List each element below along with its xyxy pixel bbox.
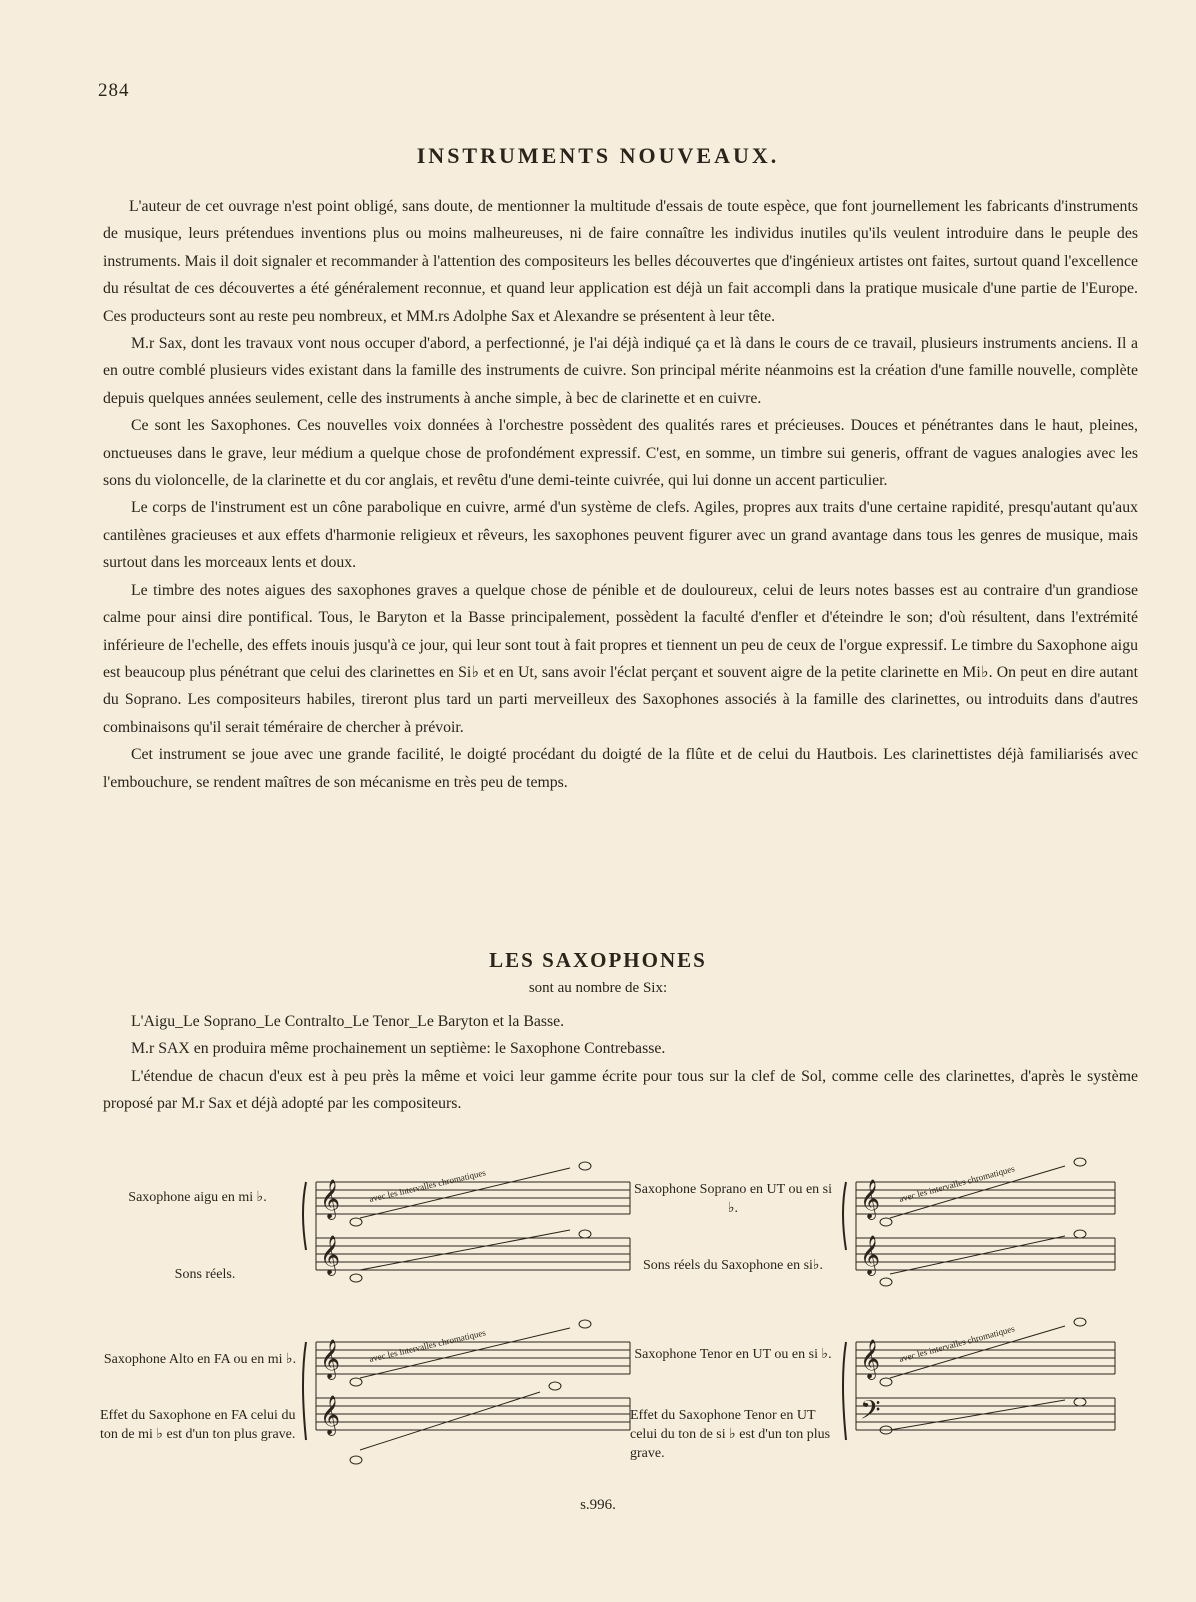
paragraph: M.r Sax, dont les travaux vont nous occuper d'abord, a perfectionné, je l'ai déjà indiqué ça et là dans le cours de ce travail, plusieurs instruments anciens. Il a en outre comblé plusieurs vides existant dans la famille des instruments de cuivre. Son principal mérite néanmoins est la création d'une famille nouvelle, complète depuis quelques années seulement, celle des instruments à anche simple, à bec de clarinette et en cuivre. — [103, 335, 1138, 407]
svg-text:𝄞: 𝄞 — [320, 1237, 341, 1274]
svg-text:𝄞: 𝄞 — [320, 1181, 341, 1218]
paragraph: Cet instrument se joue avec une grande facilité, le doigté procédant du doigté de la flûte et de celui du Hautbois. Les clarinettistes déjà familiarisés avec l'embouchure, se rendent maîtres de son mécanisme en très peu de temps. — [103, 746, 1138, 791]
plate-number: s.996. — [580, 1497, 616, 1513]
tenor-label: Saxophone Tenor en UT ou en si ♭. — [634, 1347, 832, 1362]
chromatic-note: avec les intervalles chromatiques — [368, 1327, 487, 1364]
staff-alto — [300, 1300, 660, 1480]
svg-text:𝄞: 𝄞 — [860, 1341, 881, 1378]
svg-text:𝄞: 𝄞 — [860, 1181, 881, 1218]
chromatic-note: avec les intervalles chromatiques — [368, 1167, 487, 1204]
aigu-real-label: Sons réels. — [174, 1267, 236, 1282]
paragraph: L'auteur de cet ouvrage n'est point obligé, sans doute, de mentionner la multitude d'essais de toute espèce, que font journellement les fabricants d'instruments de musique, leurs prétendues inventions plus ou moins malheureuses, ni de faire connaître les individus inutiles qu'ils veulent introduire dans le peuple des instruments. Mais il doit signaler et recommander à l'attention des compositeurs les belles découvertes que d'ingénieux artistes ont faites, surtout quand l'excellence du résultat de ces découvertes a été généralement reconnue, et quand leur application est déjà un fait accompli dans la pratique musicale d'une partie de l'Europe. Ces producteurs sont au reste peu nombreux, et MM.rs Adolphe Sax et Alexandre se présentent à leur tête. — [103, 198, 1138, 325]
soprano-label: Saxophone Soprano en UT ou en si ♭. — [633, 1182, 833, 1216]
aigu-label: Saxophone aigu en mi ♭. — [128, 1190, 267, 1205]
page-title: INSTRUMENTS NOUVEAUX. — [416, 143, 780, 168]
paragraph: M.r SAX en produira même prochainement un septième: le Saxophone Contrebasse. — [131, 1040, 666, 1058]
chromatic-note: avec les intervalles chromatiques — [897, 1163, 1016, 1204]
svg-text:𝄞: 𝄞 — [860, 1237, 881, 1274]
section-caption: sont au nombre de Six: — [528, 980, 668, 996]
section-title: LES SAXOPHONES — [489, 948, 707, 972]
alto-label: Saxophone Alto en FA ou en mi ♭. — [103, 1352, 297, 1367]
body-text — [103, 193, 1138, 796]
staff-tenor — [840, 1300, 1140, 1480]
page-number: 284 — [98, 80, 130, 101]
paragraph: Le corps de l'instrument est un cône parabolique en cuivre, armé d'un système de clefs. Agiles, propres aux traits d'une certaine rapidité, presqu'autant qu'aux cantilènes gracieuses et aux effets d'harmonie religieux et rêveurs, les saxophones peuvent figurer avec un grand avantage dans tous les genres de musique, mais surtout dans les morceaux lents et doux. — [103, 499, 1138, 572]
paragraph: L'étendue de chacun d'eux est à peu près la même et voici leur gamme écrite pour tous sur la clef de Sol, comme celle des clarinettes, d'après le système proposé par M.r Sax et déjà adopté par les compositeurs. — [103, 1067, 1138, 1113]
paragraph: Le timbre des notes aigues des saxophones graves a quelque chose de pénible et de douloureux, celui de leurs notes basses est au contraire d'un grandiose calme pour ainsi dire pontifical. Tous, le Baryton et la Basse principalement, possèdent la faculté d'enfler et d'éteindre le son; d'où résultent, dans l'extrémité inférieure de l'echelle, des effets inouis jusqu'à ce jour, qui leur sont tout à fait propres et tiennent un peu de ceux de l'orgue expressif. Le timbre du Saxophone aigu est beaucoup plus pénétrant que celui des clarinettes en Si♭ et en Ut, sans avoir l'éclat perçant et souvent aigre de la petite clarinette en Mi♭. On peut en dire autant du Soprano. Les compositeurs habiles, tireront plus tard un parti merveilleux des Saxophones associés à la famille des clarinettes, ou introduits dans d'autres combinaisons qu'il serait téméraire de chercher à prévoir. — [103, 581, 1138, 736]
svg-text:𝄞: 𝄞 — [320, 1397, 341, 1434]
tenor-effect-label: Effet du Saxophone Tenor en UT celui du ton de si ♭ est d'un ton plus grave. — [630, 1408, 831, 1461]
paragraph: Ce sont les Saxophones. Ces nouvelles voix données à l'orchestre possèdent des qualités rares et précieuses. Douces et pénétrantes dans le haut, pleines, onctueuses dans le grave, leur médium a quelque chose de profondément expressif. C'est, en somme, un timbre sui generis, offrant de vagues analogies avec les sons du violoncelle, de la clarinette et du cor anglais, et revêtu d'une demi-teinte cuivrée, qui lui donne un accent particulier. — [103, 417, 1138, 490]
staff-soprano — [840, 1140, 1140, 1300]
alto-effect-label: Effet du Saxophone en FA celui du ton de mi ♭ est d'un ton plus grave. — [100, 1408, 296, 1442]
paragraph: L'Aigu_Le Soprano_Le Contralto_Le Tenor_Le Baryton et la Basse. — [131, 1013, 565, 1030]
staff-aigu — [300, 1140, 660, 1300]
list-text — [103, 1008, 1138, 1118]
soprano-real-label: Sons réels du Saxophone en si♭. — [642, 1258, 824, 1273]
chromatic-note: avec les intervalles chromatiques — [897, 1323, 1016, 1364]
svg-text:𝄢: 𝄢 — [860, 1395, 881, 1431]
svg-text:𝄞: 𝄞 — [320, 1341, 341, 1378]
